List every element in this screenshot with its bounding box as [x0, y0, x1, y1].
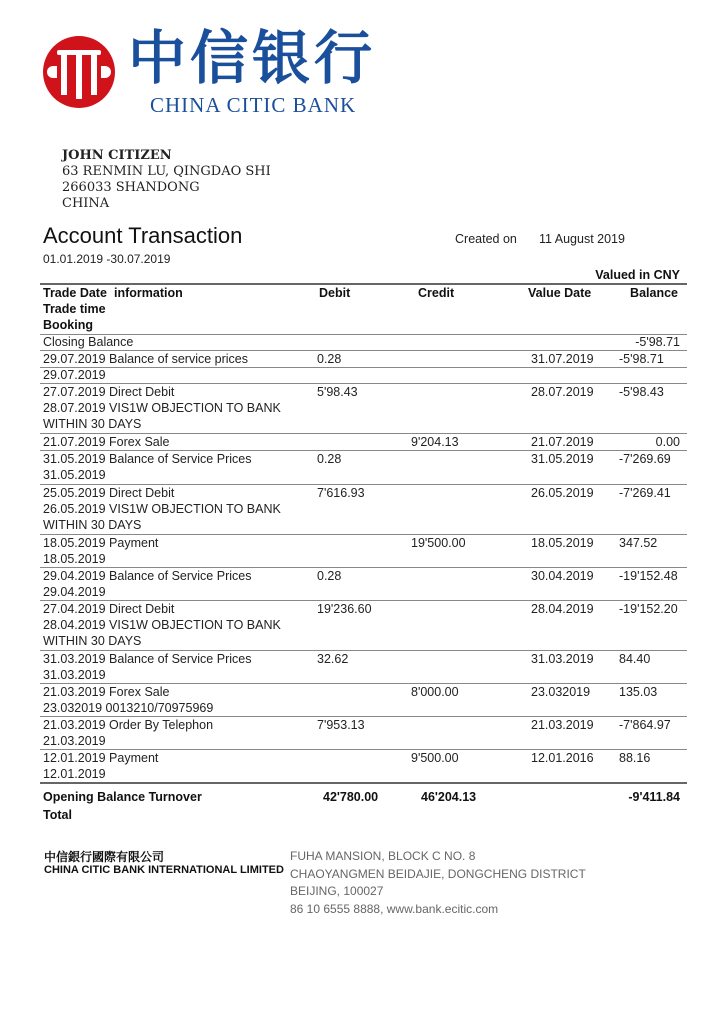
row-info-line2: 26.05.2019 VIS1W OBJECTION TO BANK [43, 502, 281, 516]
footer-address-line3: BEIJING, 100027 [290, 884, 384, 898]
row-divider [40, 350, 687, 351]
row-info-line2: 21.03.2019 [43, 734, 106, 748]
row-info-line1: 12.01.2019 Payment [43, 751, 159, 765]
row-divider [40, 567, 687, 568]
page-title: Account Transaction [43, 223, 243, 248]
row-debit: 7'953.13 [317, 718, 365, 732]
row-divider [40, 716, 687, 717]
row-balance: -7'269.41 [619, 486, 671, 500]
row-value-date: 31.05.2019 [531, 452, 594, 466]
row-balance: -19'152.48 [619, 569, 678, 583]
row-value-date: 30.04.2019 [531, 569, 594, 583]
totals-label-line2: Total [43, 808, 72, 822]
row-value-date: 26.05.2019 [531, 486, 594, 500]
closing-balance-value: -5'98.71 [635, 335, 680, 349]
row-balance: -7'269.69 [619, 452, 671, 466]
row-info-line2: 28.07.2019 VIS1W OBJECTION TO BANK [43, 401, 281, 415]
row-debit: 0.28 [317, 352, 342, 366]
row-balance: 88.16 [619, 751, 651, 765]
row-divider [40, 749, 687, 750]
row-balance: 84.40 [619, 652, 651, 666]
totals-debit: 42'780.00 [323, 790, 379, 804]
row-divider [40, 484, 687, 485]
header-value-date: Value Date [528, 286, 592, 300]
row-info-line2: 31.05.2019 [43, 468, 106, 482]
row-divider [40, 383, 687, 384]
header-information: information [114, 286, 183, 300]
customer-address-block [62, 148, 271, 212]
bank-name-chinese: 中信银行 [128, 24, 377, 92]
row-credit: 9'204.13 [411, 435, 459, 449]
header-booking: Booking [43, 318, 93, 332]
row-balance: 347.52 [619, 536, 658, 550]
footer-company-name-english: CHINA CITIC BANK INTERNATIONAL LIMITED [44, 864, 284, 876]
row-info-line1: 21.03.2019 Forex Sale [43, 685, 170, 699]
row-info-line1: 21.07.2019 Forex Sale [43, 435, 170, 449]
header-trade-time: Trade time [43, 302, 106, 316]
row-info-line2: 31.03.2019 [43, 668, 106, 682]
row-info-line1: 31.03.2019 Balance of Service Prices [43, 652, 252, 666]
row-debit: 19'236.60 [317, 602, 372, 616]
row-credit: 9'500.00 [411, 751, 459, 765]
bank-name-english: CHINA CITIC BANK [150, 93, 357, 117]
footer-address-line2: CHAOYANGMEN BEIDAJIE, DONGCHENG DISTRICT [290, 866, 586, 881]
row-info-line2: 23.032019 0013210/70975969 [43, 701, 214, 715]
row-info-line1: 18.05.2019 Payment [43, 536, 159, 550]
row-info-line1: 27.04.2019 Direct Debit [43, 602, 175, 616]
row-info-line2: 29.04.2019 [43, 585, 106, 599]
totals-balance: -9'411.84 [628, 790, 680, 804]
row-divider [40, 650, 687, 651]
row-divider [40, 433, 687, 434]
row-balance: -19'152.20 [619, 602, 678, 616]
row-divider [40, 683, 687, 684]
customer-name: JOHN CITIZEN [62, 148, 172, 163]
footer-company-name-chinese: 中信銀行國際有限公司 [44, 850, 165, 864]
row-divider [40, 367, 687, 368]
row-value-date: 31.07.2019 [531, 352, 594, 366]
table-top-divider [40, 283, 687, 285]
row-balance: 0.00 [655, 435, 680, 449]
row-divider [40, 334, 687, 335]
row-value-date: 21.03.2019 [531, 718, 594, 732]
row-info-line3: WITHIN 30 DAYS [43, 417, 142, 431]
totals-credit: 46'204.13 [421, 790, 477, 804]
row-value-date: 12.01.2016 [531, 751, 594, 765]
row-balance: -7'864.97 [619, 718, 671, 732]
row-info-line1: 29.04.2019 Balance of Service Prices [43, 569, 252, 583]
footer-address-block [290, 848, 586, 918]
customer-address-line1: 63 RENMIN LU, QINGDAO SHI [62, 164, 271, 179]
row-info-line2: 29.07.2019 [43, 368, 106, 382]
customer-address-line2: 266033 SHANDONG [62, 180, 200, 195]
header-debit: Debit [319, 286, 351, 300]
row-info-line1: 25.05.2019 Direct Debit [43, 486, 175, 500]
row-debit: 5'98.43 [317, 385, 358, 399]
row-divider [40, 600, 687, 601]
citic-logo-icon [43, 36, 115, 108]
footer-contact: 86 10 6555 8888, www.bank.ecitic.com [290, 901, 499, 916]
row-info-line1: 31.05.2019 Balance of Service Prices [43, 452, 252, 466]
row-info-line3: WITHIN 30 DAYS [43, 518, 142, 532]
row-debit: 32.62 [317, 652, 349, 666]
header-balance: Balance [630, 286, 678, 300]
row-info-line3: WITHIN 30 DAYS [43, 634, 142, 648]
row-info-line1: 27.07.2019 Direct Debit [43, 385, 175, 399]
row-debit: 0.28 [317, 452, 342, 466]
totals-label-line1: Opening Balance Turnover [43, 790, 202, 804]
table-bottom-divider [40, 782, 687, 784]
row-value-date: 21.07.2019 [531, 435, 594, 449]
row-value-date: 31.03.2019 [531, 652, 594, 666]
row-debit: 7'616.93 [317, 486, 365, 500]
row-info-line1: 21.03.2019 Order By Telephon [43, 718, 214, 732]
row-credit: 19'500.00 [411, 536, 466, 550]
row-balance: 135.03 [619, 685, 658, 699]
row-balance: -5'98.71 [619, 352, 664, 366]
row-value-date: 18.05.2019 [531, 536, 594, 550]
header-trade-date: Trade Date [43, 286, 107, 300]
created-on-label: Created on [455, 232, 517, 246]
currency-note: Valued in CNY [595, 268, 680, 282]
row-info-line2: 18.05.2019 [43, 552, 106, 566]
row-info-line2: 12.01.2019 [43, 767, 106, 781]
footer-address-line1: FUHA MANSION, BLOCK C NO. 8 [290, 849, 476, 863]
row-value-date: 23.032019 [531, 685, 591, 699]
header-credit: Credit [418, 286, 455, 300]
row-divider [40, 450, 687, 451]
row-divider [40, 534, 687, 535]
row-value-date: 28.04.2019 [531, 602, 594, 616]
row-info-line1: 29.07.2019 Balance of service prices [43, 352, 248, 366]
closing-balance-label: Closing Balance [43, 335, 134, 349]
row-debit: 0.28 [317, 569, 342, 583]
row-value-date: 28.07.2019 [531, 385, 594, 399]
row-credit: 8'000.00 [411, 685, 459, 699]
created-on-date: 11 August 2019 [539, 232, 625, 246]
customer-address-line3: CHINA [62, 196, 110, 211]
row-info-line2: 28.04.2019 VIS1W OBJECTION TO BANK [43, 618, 281, 632]
statement-period: 01.01.2019 -30.07.2019 [43, 252, 171, 266]
row-balance: -5'98.43 [619, 385, 664, 399]
